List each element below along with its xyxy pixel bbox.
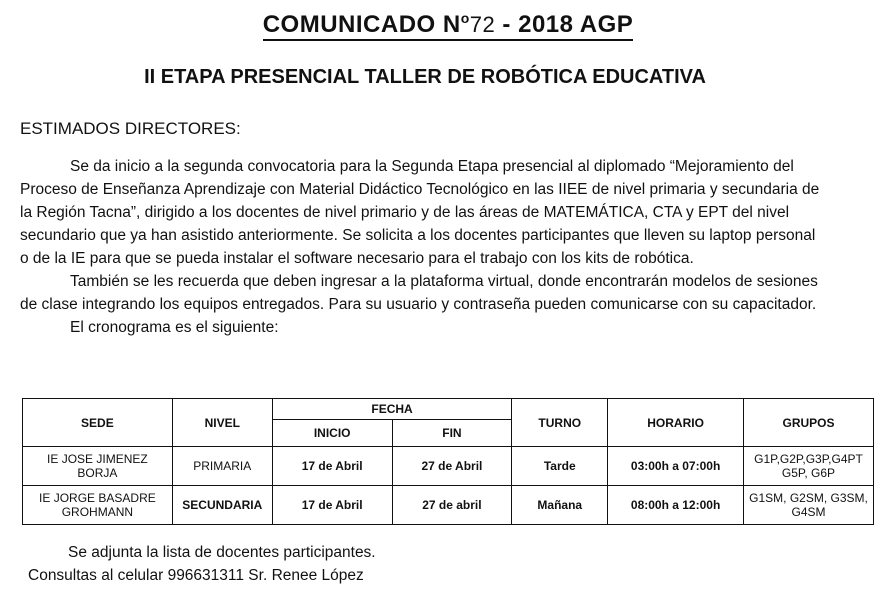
- table-row: [23, 486, 874, 525]
- header-grupos: GRUPOS: [743, 399, 873, 447]
- cell-turno: Mañana: [512, 486, 608, 525]
- cell-turno: Tarde: [512, 447, 608, 486]
- cell-nivel: SECUNDARIA: [172, 486, 272, 525]
- footer-contact: Consultas al celular 996631311 Sr. Renee López: [28, 567, 364, 584]
- body-text: [20, 155, 820, 339]
- table-header-row: [23, 399, 874, 420]
- communique-number: 72: [469, 12, 496, 37]
- cell-horario: 03:00h a 07:00h: [608, 447, 744, 486]
- title-prefix: COMUNICADO N: [262, 11, 461, 38]
- title-text: [263, 11, 634, 41]
- cell-fin: 27 de abril: [392, 486, 512, 525]
- schedule-table: [22, 398, 874, 525]
- cell-inicio: 17 de Abril: [272, 486, 392, 525]
- cell-fin: 27 de Abril: [392, 447, 512, 486]
- greeting: ESTIMADOS DIRECTORES:: [20, 119, 241, 138]
- cell-sede: IE JORGE BASADRE GROHMANN: [23, 486, 173, 525]
- header-nivel: NIVEL: [172, 399, 272, 447]
- paragraph-1: Se da inicio a la segunda convocatoria para la Segunda Etapa presencial al diplomado “Mejoramiento del Proceso de Enseñanza Aprendizaje con Material Didáctico Tecnológico en las IIEE de nivel primaria y secundaria de la Región Tacna”, dirigido a los docentes de nivel primario y de las áreas de MATEMÁTICA, CTA y EPT del nivel secundario que ya han asistido anteriormente. Se solicita a los docentes participantes que lleven su laptop personal o de la IE para que se pueda instalar el software necesario para el trabajo con los kits de robótica.: [20, 158, 820, 267]
- paragraph-2: También se les recuerda que deben ingresar a la plataforma virtual, donde encontrarán modelos de sesiones de clase integrando los equipos entregados. Para su usuario y contraseña pueden comunicarse con su capacitador.: [20, 273, 818, 313]
- header-horario: HORARIO: [608, 399, 744, 447]
- paragraph-3: El cronograma es el siguiente:: [70, 319, 279, 336]
- header-fecha: FECHA: [272, 399, 512, 420]
- cell-sede: IE JOSE JIMENEZ BORJA: [23, 447, 173, 486]
- footer: [28, 541, 376, 587]
- cell-grupos: G1SM, G2SM, G3SM, G4SM: [743, 486, 873, 525]
- cell-inicio: 17 de Abril: [272, 447, 392, 486]
- header-turno: TURNO: [512, 399, 608, 447]
- table-row: [23, 447, 874, 486]
- cell-horario: 08:00h a 12:00h: [608, 486, 744, 525]
- cell-nivel: PRIMARIA: [172, 447, 272, 486]
- header-inicio: INICIO: [272, 420, 392, 447]
- footer-attachment-note: Se adjunta la lista de docentes participantes.: [68, 544, 376, 561]
- title-suffix: - 2018 AGP: [495, 11, 634, 38]
- cell-grupos: G1P,G2P,G3P,G4PT G5P, G6P: [743, 447, 873, 486]
- document-title: [0, 10, 896, 39]
- title-sup: o: [460, 10, 470, 26]
- document-subtitle: II ETAPA PRESENCIAL TALLER DE ROBÓTICA EDUCATIVA: [144, 66, 706, 88]
- header-fin: FIN: [392, 420, 512, 447]
- header-sede: SEDE: [23, 399, 173, 447]
